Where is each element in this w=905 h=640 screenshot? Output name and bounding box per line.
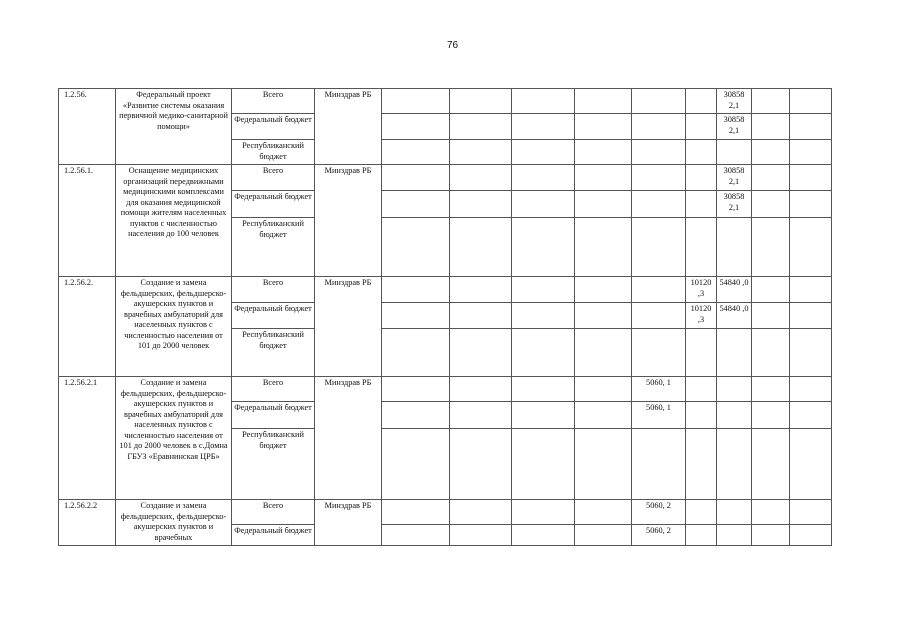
value-cell bbox=[752, 500, 790, 525]
budget-table bbox=[58, 88, 832, 546]
funding-source: Республиканский бюджет bbox=[232, 140, 315, 165]
empty-cell bbox=[512, 525, 575, 546]
funding-source: Всего bbox=[232, 89, 315, 114]
value-cell bbox=[752, 218, 790, 277]
empty-cell bbox=[575, 429, 632, 500]
funding-source: Федеральный бюджет bbox=[232, 114, 315, 140]
value-cell: 54840 ,0 bbox=[717, 277, 752, 303]
empty-cell bbox=[382, 191, 450, 218]
value-cell bbox=[632, 218, 686, 277]
value-cell bbox=[717, 218, 752, 277]
empty-cell bbox=[512, 89, 575, 114]
value-cell bbox=[752, 303, 790, 329]
row-name: Создание и замена фельдшерских, фельдшерско-акушерских пунктов и врачебных амбулаторий для населенных пунктов с численностью населения от 101 до 2000 человек bbox=[116, 277, 232, 377]
value-cell bbox=[632, 114, 686, 140]
empty-cell bbox=[512, 303, 575, 329]
empty-cell bbox=[575, 218, 632, 277]
executor: Минздрав РБ bbox=[315, 500, 382, 546]
empty-cell bbox=[575, 140, 632, 165]
empty-cell bbox=[450, 402, 512, 429]
funding-source: Республиканский бюджет bbox=[232, 329, 315, 377]
value-cell: 5060, 2 bbox=[632, 500, 686, 525]
empty-cell bbox=[575, 89, 632, 114]
value-cell bbox=[717, 525, 752, 546]
empty-cell bbox=[512, 114, 575, 140]
value-cell bbox=[790, 377, 832, 402]
value-cell: 5060, 1 bbox=[632, 377, 686, 402]
funding-source: Республиканский бюджет bbox=[232, 429, 315, 500]
value-cell bbox=[686, 402, 717, 429]
executor: Минздрав РБ bbox=[315, 89, 382, 165]
table-row bbox=[59, 89, 832, 114]
table-row bbox=[59, 165, 832, 191]
value-cell bbox=[752, 525, 790, 546]
empty-cell bbox=[450, 89, 512, 114]
value-cell bbox=[790, 277, 832, 303]
funding-source: Всего bbox=[232, 165, 315, 191]
value-cell bbox=[752, 429, 790, 500]
empty-cell bbox=[575, 165, 632, 191]
row-code: 1.2.56.2. bbox=[59, 277, 116, 377]
empty-cell bbox=[450, 500, 512, 525]
empty-cell bbox=[512, 218, 575, 277]
table-row bbox=[59, 377, 832, 402]
row-name: Оснащение медицинских организаций передвижными медицинскими комплексами для оказания медицинской помощи жителям населенных пунктов с численностью населения до 100 человек bbox=[116, 165, 232, 277]
empty-cell bbox=[575, 329, 632, 377]
executor: Минздрав РБ bbox=[315, 277, 382, 377]
row-code: 1.2.56. bbox=[59, 89, 116, 165]
value-cell bbox=[790, 140, 832, 165]
value-cell bbox=[717, 329, 752, 377]
funding-source: Республиканский бюджет bbox=[232, 218, 315, 277]
value-cell: 5060, 1 bbox=[632, 402, 686, 429]
value-cell bbox=[686, 218, 717, 277]
empty-cell bbox=[575, 377, 632, 402]
value-cell: 30858 2,1 bbox=[717, 114, 752, 140]
empty-cell bbox=[512, 165, 575, 191]
value-cell bbox=[632, 191, 686, 218]
value-cell bbox=[686, 500, 717, 525]
funding-source: Федеральный бюджет bbox=[232, 303, 315, 329]
empty-cell bbox=[512, 402, 575, 429]
value-cell bbox=[686, 140, 717, 165]
empty-cell bbox=[382, 500, 450, 525]
empty-cell bbox=[512, 191, 575, 218]
value-cell: 5060, 2 bbox=[632, 525, 686, 546]
empty-cell bbox=[382, 165, 450, 191]
row-code: 1.2.56.2.1 bbox=[59, 377, 116, 500]
empty-cell bbox=[512, 140, 575, 165]
value-cell bbox=[686, 525, 717, 546]
value-cell bbox=[717, 377, 752, 402]
value-cell bbox=[752, 377, 790, 402]
value-cell bbox=[686, 165, 717, 191]
value-cell bbox=[717, 402, 752, 429]
value-cell: 10120 ,3 bbox=[686, 277, 717, 303]
value-cell bbox=[752, 89, 790, 114]
empty-cell bbox=[575, 114, 632, 140]
row-code: 1.2.56.1. bbox=[59, 165, 116, 277]
empty-cell bbox=[382, 525, 450, 546]
value-cell bbox=[752, 140, 790, 165]
empty-cell bbox=[512, 500, 575, 525]
value-cell bbox=[790, 218, 832, 277]
empty-cell bbox=[382, 140, 450, 165]
executor: Минздрав РБ bbox=[315, 165, 382, 277]
value-cell bbox=[686, 114, 717, 140]
empty-cell bbox=[575, 277, 632, 303]
funding-source: Федеральный бюджет bbox=[232, 525, 315, 546]
empty-cell bbox=[450, 140, 512, 165]
funding-source: Всего bbox=[232, 377, 315, 402]
value-cell: 30858 2,1 bbox=[717, 165, 752, 191]
empty-cell bbox=[575, 525, 632, 546]
value-cell bbox=[790, 329, 832, 377]
empty-cell bbox=[512, 429, 575, 500]
empty-cell bbox=[382, 218, 450, 277]
value-cell: 54840 ,0 bbox=[717, 303, 752, 329]
empty-cell bbox=[575, 500, 632, 525]
empty-cell bbox=[512, 277, 575, 303]
empty-cell bbox=[450, 191, 512, 218]
empty-cell bbox=[382, 89, 450, 114]
value-cell bbox=[790, 89, 832, 114]
value-cell bbox=[752, 277, 790, 303]
value-cell bbox=[717, 429, 752, 500]
empty-cell bbox=[382, 402, 450, 429]
row-name: Федеральный проект «Развитие системы оказания первичной медико-санитарной помощи» bbox=[116, 89, 232, 165]
value-cell bbox=[632, 303, 686, 329]
value-cell bbox=[686, 191, 717, 218]
value-cell bbox=[717, 500, 752, 525]
value-cell bbox=[632, 89, 686, 114]
value-cell bbox=[790, 525, 832, 546]
empty-cell bbox=[450, 377, 512, 402]
empty-cell bbox=[575, 402, 632, 429]
value-cell bbox=[790, 114, 832, 140]
empty-cell bbox=[450, 329, 512, 377]
value-cell bbox=[686, 89, 717, 114]
value-cell bbox=[752, 329, 790, 377]
row-name: Создание и замена фельдшерских, фельдшерско-акушерских пунктов и врачебных bbox=[116, 500, 232, 546]
empty-cell bbox=[575, 303, 632, 329]
empty-cell bbox=[382, 303, 450, 329]
funding-source: Федеральный бюджет bbox=[232, 402, 315, 429]
value-cell bbox=[632, 329, 686, 377]
funding-source: Всего bbox=[232, 500, 315, 525]
empty-cell bbox=[450, 114, 512, 140]
empty-cell bbox=[512, 329, 575, 377]
funding-source: Федеральный бюджет bbox=[232, 191, 315, 218]
value-cell bbox=[686, 377, 717, 402]
empty-cell bbox=[382, 329, 450, 377]
value-cell bbox=[752, 114, 790, 140]
value-cell bbox=[717, 140, 752, 165]
value-cell bbox=[632, 277, 686, 303]
value-cell bbox=[790, 402, 832, 429]
empty-cell bbox=[450, 218, 512, 277]
value-cell: 10120 ,3 bbox=[686, 303, 717, 329]
value-cell bbox=[752, 165, 790, 191]
value-cell bbox=[686, 429, 717, 500]
value-cell bbox=[686, 329, 717, 377]
row-name: Создание и замена фельдшерских, фельдшерско-акушерских пунктов и врачебных амбулаторий для населенных пунктов с численностью населения от 101 до 2000 человек в с.Домна ГБУЗ «Еравнинская ЦРБ» bbox=[116, 377, 232, 500]
funding-source: Всего bbox=[232, 277, 315, 303]
empty-cell bbox=[450, 277, 512, 303]
value-cell bbox=[632, 165, 686, 191]
value-cell: 30858 2,1 bbox=[717, 89, 752, 114]
empty-cell bbox=[512, 377, 575, 402]
row-code: 1.2.56.2.2 bbox=[59, 500, 116, 546]
empty-cell bbox=[382, 377, 450, 402]
value-cell: 30858 2,1 bbox=[717, 191, 752, 218]
empty-cell bbox=[450, 303, 512, 329]
executor: Минздрав РБ bbox=[315, 377, 382, 500]
value-cell bbox=[790, 500, 832, 525]
empty-cell bbox=[382, 277, 450, 303]
table-row bbox=[59, 500, 832, 525]
empty-cell bbox=[450, 525, 512, 546]
value-cell bbox=[632, 429, 686, 500]
page-number: 76 bbox=[446, 40, 459, 51]
empty-cell bbox=[450, 165, 512, 191]
table-row bbox=[59, 277, 832, 303]
empty-cell bbox=[575, 191, 632, 218]
empty-cell bbox=[382, 114, 450, 140]
empty-cell bbox=[382, 429, 450, 500]
empty-cell bbox=[450, 429, 512, 500]
value-cell bbox=[790, 429, 832, 500]
value-cell bbox=[752, 191, 790, 218]
value-cell bbox=[790, 191, 832, 218]
value-cell bbox=[790, 303, 832, 329]
value-cell bbox=[752, 402, 790, 429]
value-cell bbox=[790, 165, 832, 191]
value-cell bbox=[632, 140, 686, 165]
